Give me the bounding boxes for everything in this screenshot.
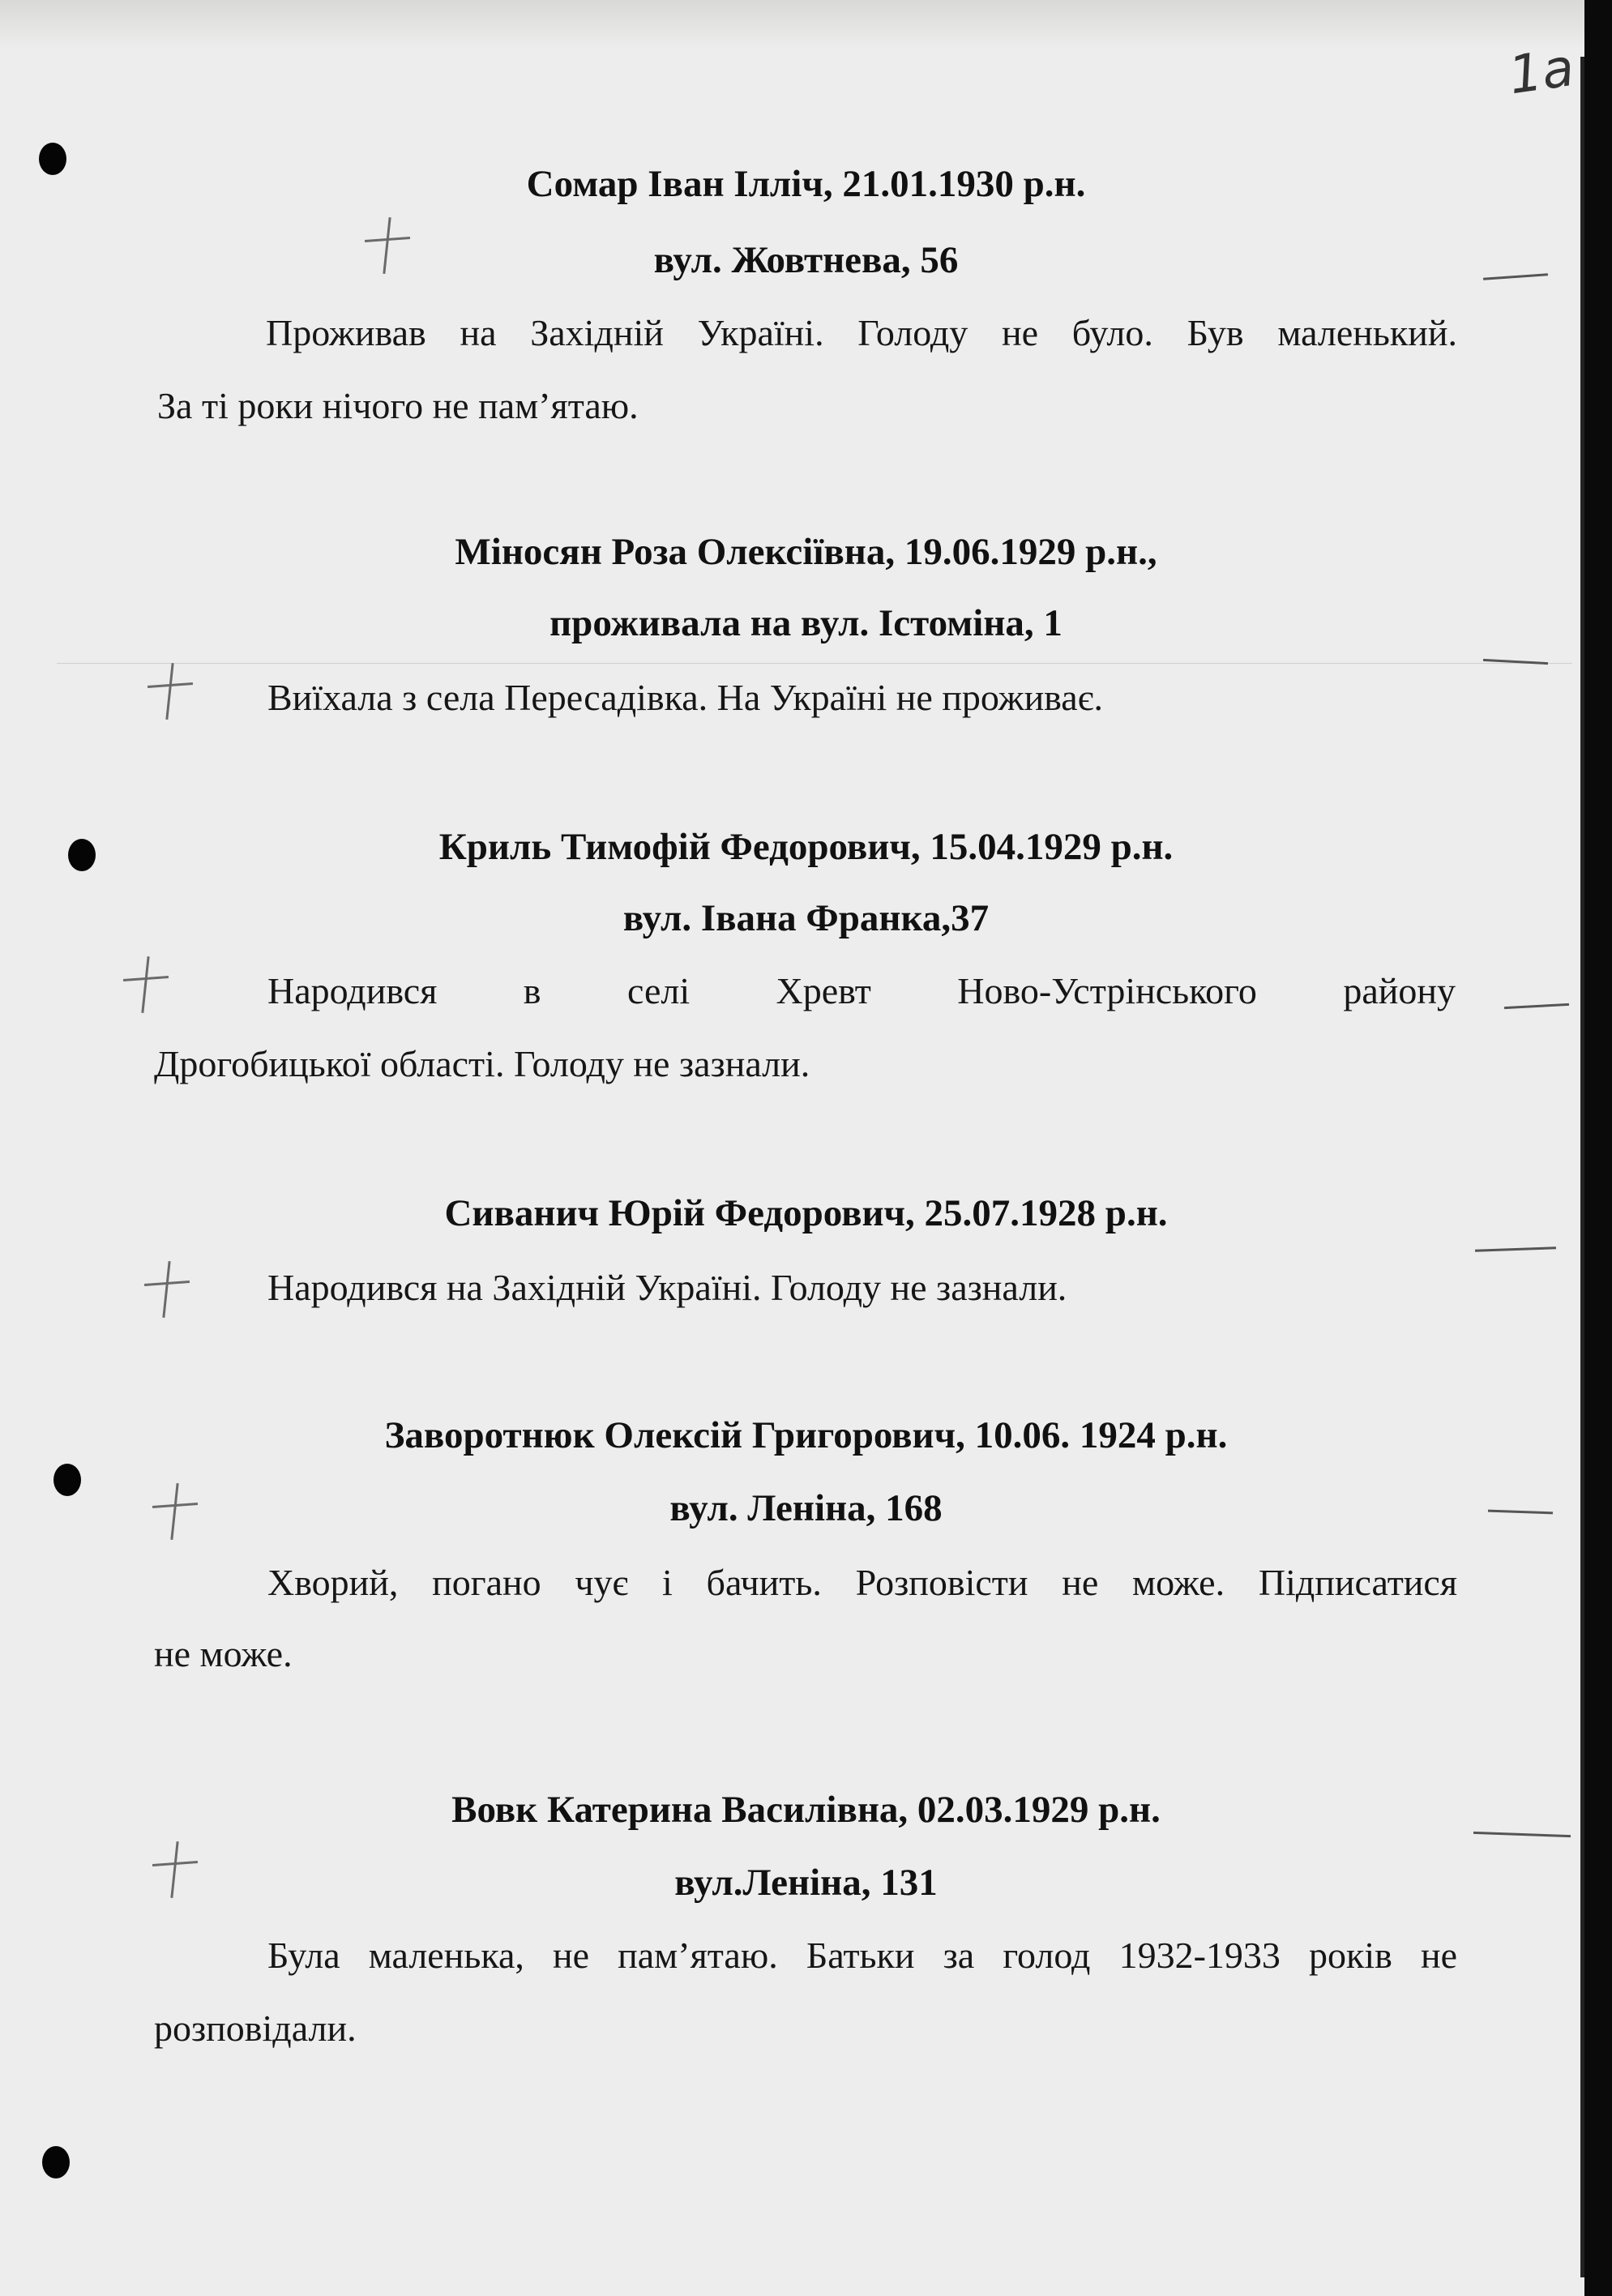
top-edge-shadow bbox=[0, 0, 1612, 49]
entry-text-line: Проживав на Західній Україні. Голоду не було. Був маленький. bbox=[266, 312, 1457, 353]
pencil-dash-mark bbox=[1504, 1003, 1569, 1009]
entry-text-line: Хворий, погано чує і бачить. Розповісти не може. Підписатися bbox=[267, 1562, 1457, 1603]
entry-heading: Вовк Катерина Василівна, 02.03.1929 р.н. bbox=[451, 1789, 1161, 1831]
scan-border bbox=[1584, 0, 1612, 2296]
entry-address: проживала на вул. Істоміна, 1 bbox=[549, 602, 1063, 644]
page-number: 1a bbox=[1505, 37, 1578, 107]
pencil-cross-mark bbox=[146, 663, 195, 720]
pencil-dash-mark bbox=[1473, 1832, 1571, 1837]
pencil-cross-mark bbox=[143, 1261, 191, 1318]
entry-address: вул. Леніна, 168 bbox=[669, 1487, 943, 1529]
pencil-cross-mark bbox=[122, 956, 170, 1013]
fold-line bbox=[57, 663, 1572, 664]
pencil-dash-mark bbox=[1475, 1246, 1556, 1251]
entry-address: вул.Леніна, 131 bbox=[674, 1862, 938, 1904]
entry-address: вул. Жовтнева, 56 bbox=[653, 239, 959, 281]
entry-text-line: Дрогобицької області. Голоду не зазнали. bbox=[154, 1043, 810, 1084]
pencil-dash-mark bbox=[1483, 659, 1548, 665]
entry-text-line: Була маленька, не пам’ятаю. Батьки за голод 1932-1933 років не bbox=[267, 1935, 1457, 1976]
entry-text-line: Народився в селі Хревт Ново-Устрінського району bbox=[267, 970, 1456, 1011]
entry-heading: Криль Тимофій Федорович, 15.04.1929 р.н. bbox=[438, 826, 1174, 868]
entry-heading: Сиванич Юрій Федорович, 25.07.1928 р.н. bbox=[444, 1192, 1168, 1234]
entry-text-line: розповідали. bbox=[154, 2007, 357, 2049]
page-edge-line bbox=[1580, 57, 1584, 2277]
entry-heading: Міносян Роза Олексіївна, 19.06.1929 р.н., bbox=[455, 531, 1157, 573]
entry-heading: Сомар Іван Ілліч, 21.01.1930 р.н. bbox=[526, 163, 1086, 205]
entry-text-line: Виїхала з села Пересадівка. На Україні не проживає. bbox=[267, 677, 1103, 718]
entry-text-line: Народився на Західній Україні. Голоду не зазнали. bbox=[267, 1267, 1067, 1308]
entry-text-line: За ті роки нічого не пам’ятаю. bbox=[157, 385, 639, 426]
entry-heading: Заворотнюк Олексій Григорович, 10.06. 1924 р.н. bbox=[384, 1414, 1228, 1456]
punch-hole bbox=[42, 2146, 70, 2178]
entry-address: вул. Івана Франка,37 bbox=[622, 897, 990, 939]
entry-text-line: не може. bbox=[154, 1633, 293, 1674]
